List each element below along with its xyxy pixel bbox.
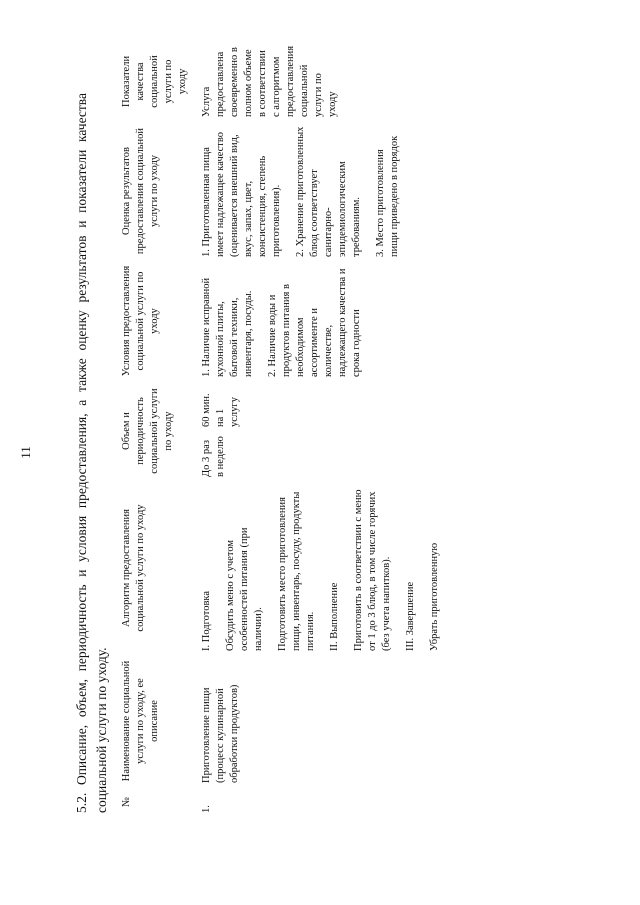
row-indicators: Услуга предоставлена своевременно в полном объеме в соответствии с алгоритмом предоставления социальной услуги по уходу bbox=[201, 45, 338, 117]
header-conditions: Условия предоставления социальной услуги по уходу bbox=[121, 265, 160, 377]
algorithm-step: Обсудить меню с учетом особенностей питания (при наличии). bbox=[225, 527, 264, 651]
algorithm-step: Убрать приготовленную bbox=[429, 542, 440, 651]
evaluation-item: 2. Хранение приготовленных блюд соответствует санитарно-эпидемиологическим требованиям. bbox=[295, 126, 362, 257]
algorithm-step: Приготовить в соответствии с меню от 1 до 3 блюд, в том числе горячих (без учета напитков). bbox=[353, 489, 392, 651]
row-algorithm bbox=[198, 481, 454, 655]
header-volume: Объем и периодичность социальной услуги по уходу bbox=[121, 388, 174, 474]
header-name: Наименование социальной услуги по уходу, ее описание bbox=[121, 660, 160, 782]
volume-duration: 60 мин. на 1 услугу bbox=[201, 393, 240, 427]
header-evaluation: Оценка результатов предоставления социальной услуги по уходу bbox=[121, 127, 160, 255]
section-heading: 5.2. Описание, объем, периодичность и условия предоставления, а также оценку результатов и показатели качества социальной услуги по уходу. bbox=[74, 93, 109, 813]
algorithm-step: III. Завершение bbox=[405, 581, 416, 651]
row-num: 1. bbox=[201, 805, 212, 813]
header-indicators: Показатели качества социальной услуги по уходу bbox=[121, 55, 188, 108]
row-name: Приготовление пищи (процесс кулинарной обработки продуктов) bbox=[201, 684, 240, 783]
row-evaluation bbox=[198, 121, 454, 261]
volume-frequency: До 3 раз в неделю bbox=[201, 436, 226, 477]
algorithm-step: Подготовить место приготовления пищи, инвентарь, посуду, продукты питания. bbox=[277, 491, 316, 651]
condition-item: 2. Наличие воды и продуктов питания в необходимом ассортименте и количестве, надлежащего качества и срока годности bbox=[267, 268, 362, 377]
page-number: 11 bbox=[18, 446, 33, 459]
service-table bbox=[118, 42, 454, 817]
table-row bbox=[198, 42, 454, 817]
header-num: № bbox=[121, 796, 132, 808]
header-algorithm: Алгоритм предоставления социальной услуги по уходу bbox=[121, 504, 146, 632]
algorithm-step: II. Выполнение bbox=[329, 582, 340, 651]
row-conditions bbox=[198, 261, 454, 381]
row-volume bbox=[198, 381, 454, 481]
evaluation-item: 1. Приготовленная пища имеет надлежащее качество (оценивается внешний вид, вкус, запах, цвет, консистенция, степень приготовления). bbox=[201, 131, 282, 257]
condition-item: 1. Наличие исправной кухонной плиты, бытовой техники, инвентаря, посуды. bbox=[201, 277, 254, 377]
table-header-row bbox=[118, 42, 198, 817]
algorithm-step: I. Подготовка bbox=[201, 590, 212, 651]
evaluation-item: 3. Место приготовления пищи приведено в порядок bbox=[375, 135, 400, 257]
